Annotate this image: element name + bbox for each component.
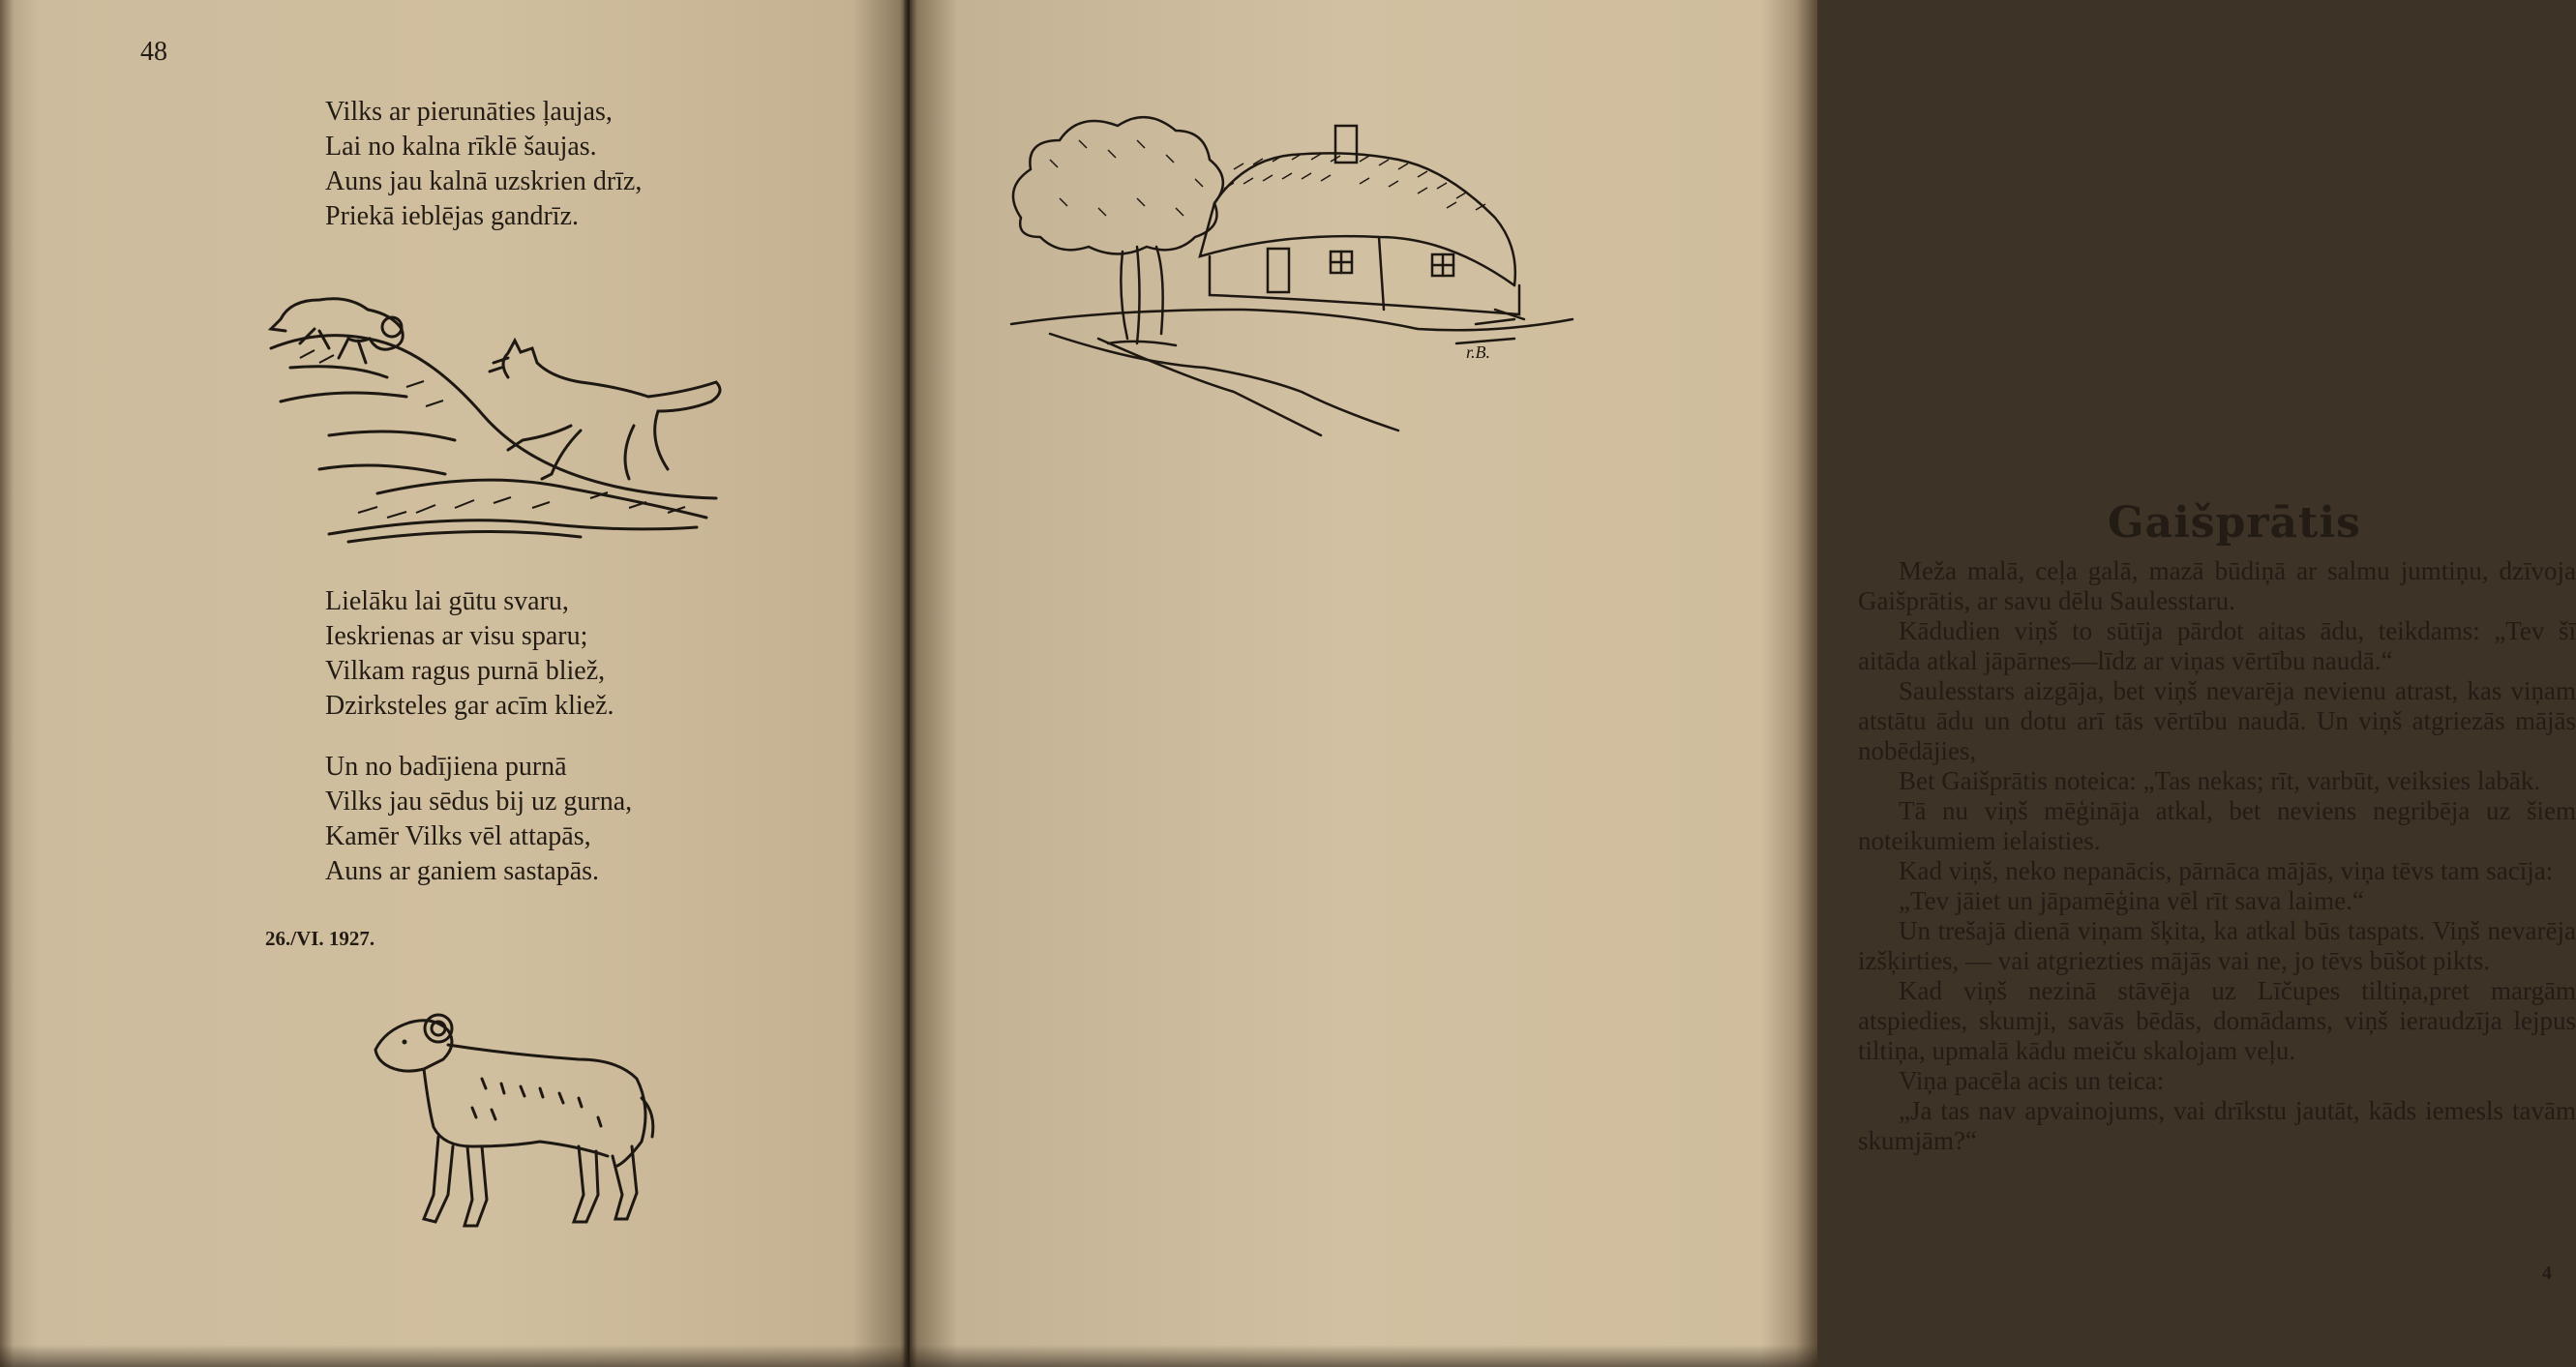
paragraph: Kad viņš nezinā stāvēja uz Līčupes tiltiņa,pret margām atspiedies, skumji, savās bēdās, domādams, viņš ieraudzīja lejpus tiltiņa, upmalā kādu meiču skalojam veļu. bbox=[1858, 976, 2576, 1065]
poem-line: Auns ar ganiem sastapās. bbox=[325, 856, 600, 886]
poem-stanza-3 bbox=[325, 750, 632, 889]
paragraph: Meža malā, ceļa galā, mazā būdiņā ar salmu jumtiņu, dzīvoja Gaišprātis, ar savu dēlu Saulesstaru. bbox=[1858, 556, 2576, 615]
wolf-and-ram-illustration bbox=[261, 271, 755, 551]
poem-line: Dzirksteles gar acīm kliež. bbox=[325, 691, 614, 721]
poem-line: Auns jau kalnā uzskrien drīz, bbox=[325, 166, 643, 196]
page-number: 48 bbox=[140, 37, 167, 67]
paragraph: Bet Gaišprātis noteica: „Tas nekas; rīt, varbūt, veiksies labāk. bbox=[1899, 766, 2541, 795]
illustration-signature: r.B. bbox=[1466, 342, 1491, 362]
poem-line: Ieskrienas ar visu sparu; bbox=[325, 621, 588, 651]
poem-date: 26./VI. 1927. bbox=[265, 927, 375, 950]
paragraph: „Tev jāiet un jāpamēģina vēl rīt sava laime.“ bbox=[1899, 886, 2364, 915]
right-page bbox=[910, 0, 2576, 1367]
paragraph: Kādudien viņš to sūtīja pārdot aitas ādu, teikdams: „Tev šī aitāda atkal jāpārnes—līdz ar viņas vērtību naudā.“ bbox=[1858, 616, 2576, 675]
chapter-title: Gaišprātis bbox=[2108, 498, 2361, 548]
poem-line: Priekā ieblējas gandrīz. bbox=[325, 201, 580, 231]
paragraph: Kad viņš, neko nepanācis, pārnāca mājās, viņa tēvs tam sacīja: bbox=[1899, 856, 2554, 885]
page-number: 4 bbox=[2542, 1263, 2552, 1284]
page-edge-shadow bbox=[0, 1345, 1817, 1367]
poem-line: Vilks ar pierunāties ļaujas, bbox=[325, 97, 613, 127]
paragraph: Viņa pacēla acis un teica: bbox=[1899, 1066, 2165, 1095]
story-text bbox=[1858, 556, 2576, 1156]
paragraph: Saulesstars aizgāja, bet viņš nevarēja nevienu atrast, kas viņam atstātu ādu un dotu arī tās vērtību naudā. Un viņš atgriezās mājās nobēdājies, bbox=[1858, 676, 2576, 765]
cottage-illustration bbox=[992, 102, 1592, 450]
poem-stanza-2 bbox=[325, 584, 614, 724]
ram-illustration bbox=[366, 1001, 675, 1243]
poem-line: Lielāku lai gūtu svaru, bbox=[325, 586, 569, 616]
paragraph: Un trešajā dienā viņam šķita, ka atkal būs taspats. Viņš nevarēja izšķirties, — vai atgriezties mājās vai ne, jo tēvs būšot pikts. bbox=[1858, 916, 2576, 975]
poem-line: Kamēr Vilks vēl attapās, bbox=[325, 821, 591, 851]
poem-line: Un no badījiena purnā bbox=[325, 752, 567, 782]
poem-stanza-1 bbox=[325, 95, 642, 234]
left-page bbox=[0, 0, 908, 1367]
paragraph: „Ja tas nav apvainojums, vai drīkstu jautāt, kāds iemesls tavām skumjām?“ bbox=[1858, 1096, 2576, 1155]
poem-line: Lai no kalna rīklē šaujas. bbox=[325, 132, 597, 162]
paragraph: Tā nu viņš mēģināja atkal, bet neviens negribēja uz šiem noteikumiem ielaisties. bbox=[1858, 796, 2576, 855]
poem-line: Vilkam ragus purnā bliež, bbox=[325, 656, 606, 686]
poem-line: Vilks jau sēdus bij uz gurna, bbox=[325, 787, 633, 817]
